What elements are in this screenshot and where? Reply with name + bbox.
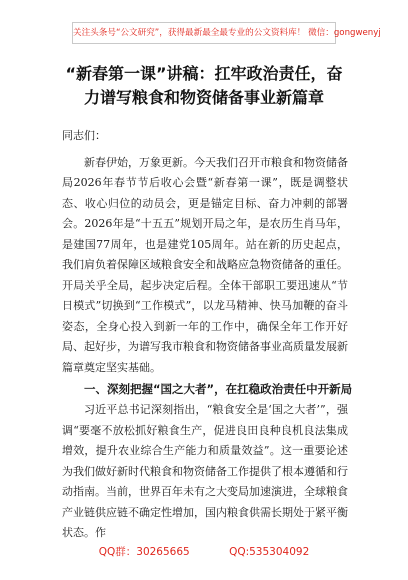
qq-group-text: QQ群：30265665: [98, 546, 190, 558]
document-body: [62, 126, 353, 544]
title-line-1: “新春第一课”讲稿：扛牢政治责任，奋: [65, 64, 343, 83]
qq-text: QQ:535304092: [229, 546, 310, 558]
greeting: 同志们：: [62, 129, 106, 142]
title-line-2: 力谱写粮食和物资储备事业新篇章: [83, 88, 324, 107]
header-banner: 关注头条号“公文研究”，获得最新最全最专业的公文资料库！ 微信：gongwenyj: [72, 22, 336, 44]
paragraph-intro: 新春伊始，万象更新。今天我们召开市粮食和物资储备局2026年春节节后收心会暨“新春第一课”，既是调整状态、收心归位的动员会，更是锚定目标、奋力冲刺的部署会。2026年是“十五五”规划开局之年，是农历生肖马年，是建国77周年，也是建党105周年。站在新的历史起点，我们肩负着保障区域粮食安全和战略应急物资储备的重任。开局关乎全局，起步决定后程。全体干部职工要迅速从“节日模式”切换到“工作模式”，以龙马精神、快马加鞭的奋斗姿态，全身心投入到新一年的工作中，确保全年工作开好局、起好步，为谱写我市粮食和物资储备事业高质量发展新篇章奠定坚实基础。: [62, 155, 348, 374]
section-heading-1: 一、深刻把握“国之大者”，在扛稳政治责任中开新局: [84, 382, 353, 396]
paragraph-section-1: 习近平总书记深刻指出，“粮食安全是‘国之大者’”，强调“要毫不放松抓好粮食生产，促进良田良种良机良法集成增效，提升农业综合生产能力和质量效益”。这一重要论述为我们做好新时代粮食和物资储备工作提供了根本遵循和行动指南。当前，世界百年未有之大变局加速演进，全球粮食产业链供应链不确定性增加，国内粮食供需长期处于紧平衡状态。作: [62, 403, 348, 539]
document-title: [38, 62, 370, 110]
footer-contact: [0, 544, 408, 559]
